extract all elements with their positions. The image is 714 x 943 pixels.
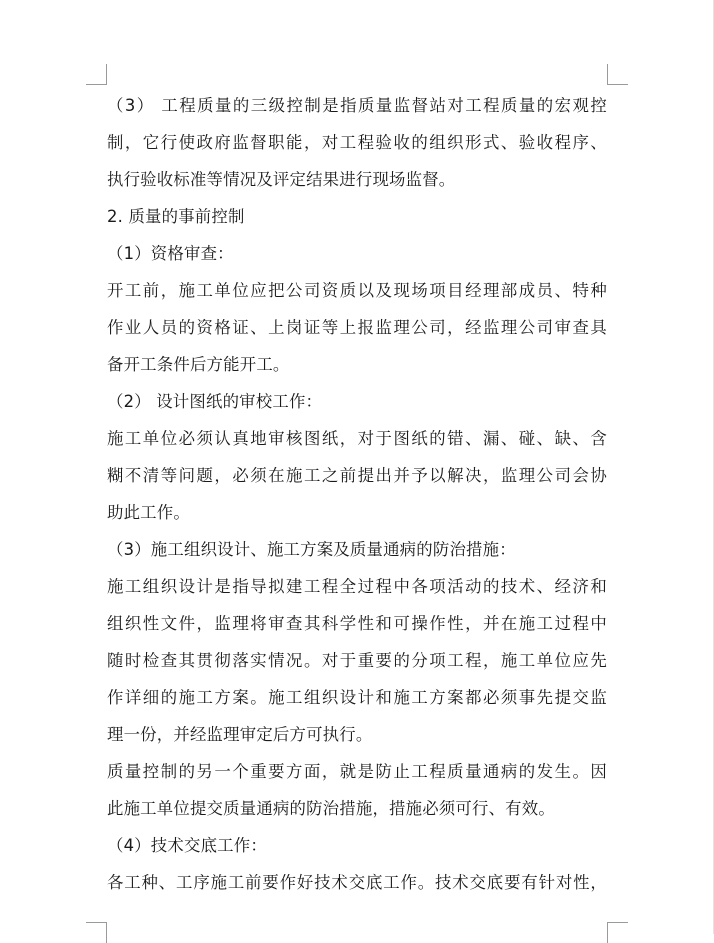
text-line: 开工前，施工单位应把公司资质以及现场项目经理部成员、特种 [107,281,607,300]
text-line: 组织性文件，监理将审查其科学性和可操作性，并在施工过程中 [107,614,607,633]
text-line: 质量控制的另一个重要方面，就是防止工程质量通病的发生。因 [107,762,607,781]
subsection-heading: （3）施工组织设计、施工方案及质量通病的防治措施： [107,540,516,559]
text-line: 制，它行使政府监督职能，对工程验收的组织形式、验收程序、 [107,133,607,152]
document-body [107,87,607,901]
text-line: 备开工条件后方能开工。 [107,355,290,374]
text-line: 助此工作。 [107,503,190,522]
text-line: 施工单位必须认真地审核图纸，对于图纸的错、漏、碰、缺、含 [107,429,607,448]
text-line: 各工种、工序施工前要作好技术交底工作。技术交底要有针对性， [107,873,607,892]
text-line: 施工组织设计是指导拟建工程全过程中各项活动的技术、经济和 [107,577,607,596]
subsection-heading: （4）技术交底工作： [107,836,267,855]
text-line: 执行验收标准等情况及评定结果进行现场监督。 [107,170,456,189]
top-left-margin-mark [86,64,107,85]
bottom-left-margin-mark [86,922,107,943]
subsection-heading: （1）资格审查： [107,244,234,263]
text-line: 此施工单位提交质量通病的防治措施，措施必须可行、有效。 [107,799,555,818]
text-line: 随时检查其贯彻落实情况。对于重要的分项工程，施工单位应先 [107,651,607,670]
top-right-margin-mark [607,64,628,85]
text-line: 糊不清等问题，必须在施工之前提出并予以解决，监理公司会协 [107,466,607,485]
text-line: 作业人员的资格证、上岗证等上报监理公司，经监理公司审查具 [107,318,607,337]
subsection-heading: （2） 设计图纸的审校工作： [107,392,323,411]
text-line: 作详细的施工方案。施工组织设计和施工方案都必须事先提交监 [107,688,607,707]
text-line: 理一份，并经监理审定后方可执行。 [107,725,373,744]
bottom-right-margin-mark [607,922,628,943]
text-line: （3） 工程质量的三级控制是指质量监督站对工程质量的宏观控 [107,96,607,115]
section-heading: 2. 质量的事前控制 [107,207,245,226]
